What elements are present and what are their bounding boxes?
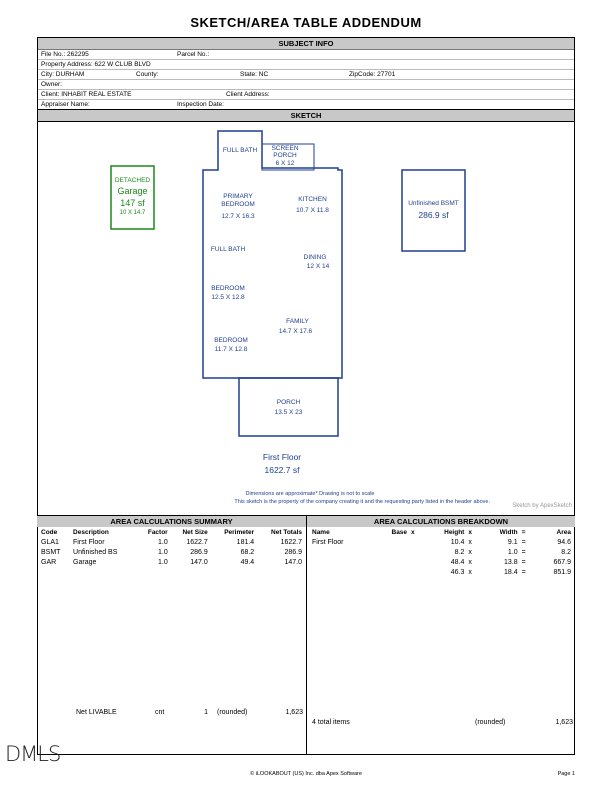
cell: BSMT (41, 548, 61, 556)
basement-label: Unfinished BSMT (408, 200, 459, 207)
garage-dim: 10 X 14.7 (119, 210, 146, 216)
col-width: Width (499, 528, 518, 536)
client: Client: INHABIT REAL ESTATE (41, 91, 132, 98)
cell: x (468, 548, 472, 556)
net-livable-value: 1,623 (285, 709, 303, 716)
cell: GAR (41, 558, 57, 566)
cell: 286.9 (284, 548, 302, 556)
cell: = (521, 548, 526, 556)
room-screen-porch-dim: 6 X 12 (275, 160, 295, 167)
room-bedroom-2-dim: 11.7 X 12.8 (214, 346, 248, 353)
cell: 10.4 (450, 538, 465, 546)
cell: 94.6 (557, 538, 571, 546)
cell: 46.3 (450, 568, 465, 576)
col-x1: x (411, 528, 415, 536)
cell: 181.4 (236, 538, 255, 546)
cell: 8.2 (454, 548, 465, 556)
garage-label-2: Garage (117, 186, 148, 196)
file-no: File No.: 262295 (41, 51, 89, 58)
col-x2: x (468, 528, 472, 536)
cell: 286.9 (190, 548, 208, 556)
col-name: Name (312, 528, 330, 536)
room-full-bath-mid: FULL BATH (210, 246, 246, 253)
cell: 49.4 (240, 558, 255, 566)
room-dining: DINING (303, 254, 327, 261)
client-address: Client Address: (226, 91, 270, 98)
cell: x (468, 568, 472, 576)
room-primary-bedroom-2: BEDROOM (221, 201, 255, 208)
cell: 1.0 (507, 548, 518, 556)
table-row (310, 567, 573, 577)
cell: 147.0 (190, 558, 208, 566)
summary-rounded: (rounded) (217, 709, 248, 716)
cell: = (521, 538, 526, 546)
summary-table (39, 527, 304, 567)
room-primary-bedroom-dim: 12.7 X 16.3 (221, 213, 255, 220)
state: State: NC (240, 71, 269, 78)
table-row (39, 537, 304, 547)
county: County: (136, 71, 159, 78)
city: City: DURHAM (41, 71, 85, 78)
floor-area: 1622.7 sf (264, 465, 300, 475)
cnt-value: 1 (204, 709, 208, 716)
cell: x (468, 538, 472, 546)
room-bedroom-1: BEDROOM (211, 285, 245, 292)
calc-vertical-divider (306, 515, 307, 755)
inspection-date: Inspection Date: (177, 101, 224, 108)
col-description: Description (73, 528, 109, 536)
breakdown-total: 1,623 (555, 719, 573, 726)
col-net-totals: Net Totals (271, 528, 302, 536)
room-bedroom-2: BEDROOM (214, 337, 248, 344)
cell: 851.9 (553, 568, 571, 576)
room-kitchen: KITCHEN (298, 196, 327, 203)
table-row (310, 547, 573, 557)
zip-code: ZipCode: 27701 (349, 71, 396, 78)
page-number: Page 1 (557, 771, 575, 777)
cell: 13.8 (504, 558, 518, 566)
porch-outline (239, 378, 338, 436)
room-kitchen-dim: 10.7 X 11.8 (296, 207, 329, 214)
room-porch-dim: 13.5 X 23 (274, 409, 303, 416)
net-livable-label: Net LIVABLE (76, 709, 117, 716)
cell: 1622.7 (186, 538, 208, 546)
garage-area: 147 sf (120, 198, 145, 208)
cell: 667.9 (553, 558, 571, 566)
basement-area: 286.9 sf (418, 210, 449, 220)
room-bedroom-1-dim: 12.5 X 12.8 (211, 294, 245, 301)
room-screen-porch-2: PORCH (273, 152, 297, 159)
breakdown-header: AREA CALCULATIONS BREAKDOWN (307, 516, 575, 527)
summary-header: AREA CALCULATIONS SUMMARY (37, 516, 306, 527)
cnt-label: cnt (155, 709, 165, 716)
col-height: Height (444, 528, 465, 536)
garage-label-1: DETACHED (114, 177, 151, 184)
room-primary-bedroom: PRIMARY (223, 193, 253, 200)
breakdown-table (310, 527, 573, 577)
sketch-credit: Sketch by ApexSketch (512, 503, 572, 509)
breakdown-header-row (310, 527, 573, 537)
sketch-header: SKETCH (38, 110, 574, 122)
summary-header-row (39, 527, 304, 537)
col-net-size: Net Size (182, 528, 208, 536)
page-title: SKETCH/AREA TABLE ADDENDUM (190, 15, 422, 30)
cell: GLA1 (41, 538, 59, 546)
table-row (39, 557, 304, 567)
cell: x (468, 558, 472, 566)
owner: Owner: (41, 81, 62, 88)
cell: = (521, 568, 526, 576)
cell: 18.4 (504, 568, 518, 576)
appraiser-name: Appraiser Name: (41, 101, 90, 108)
floor-label: First Floor (262, 452, 302, 462)
col-factor: Factor (147, 528, 168, 536)
room-dining-dim: 12 X 14 (306, 263, 330, 270)
col-code: Code (41, 528, 58, 536)
property-address: Property Address: 622 W CLUB BLVD (41, 61, 151, 68)
cell: 68.2 (240, 548, 255, 556)
room-family-dim: 14.7 X 17.6 (278, 328, 313, 335)
cell: = (521, 558, 526, 566)
cell: 1.0 (157, 538, 168, 546)
cell: 9.1 (507, 538, 518, 546)
cell: 147.0 (284, 558, 302, 566)
room-screen-porch: SCREEN (271, 145, 299, 152)
cell: 48.4 (450, 558, 465, 566)
room-porch: PORCH (276, 399, 301, 406)
total-items: 4 total items (312, 719, 350, 726)
parcel-no: Parcel No.: (177, 51, 210, 58)
cell: 1622.7 (280, 538, 302, 546)
table-row (39, 547, 304, 557)
cell: 1.0 (157, 558, 168, 566)
cell: Unfinished BS (73, 548, 118, 556)
col-perimeter: Perimeter (224, 528, 255, 536)
col-area: Area (556, 528, 571, 536)
cell: Garage (73, 558, 97, 566)
cell: First Floor (73, 538, 105, 546)
footer-copyright: © iLOOKABOUT (US) Inc. dba Apex Software (250, 771, 362, 777)
cell: First Floor (312, 538, 344, 546)
table-row (310, 557, 573, 567)
breakdown-rounded: (rounded) (475, 719, 506, 726)
cell: 1.0 (157, 548, 168, 556)
subject-info-header: SUBJECT INFO (38, 38, 574, 50)
room-family: FAMILY (286, 318, 309, 325)
col-eq: = (521, 528, 526, 536)
sketch-note-property: This sketch is the property of the company creating it and the requesting party listed in the header above. (234, 499, 490, 505)
table-row (310, 537, 573, 547)
dmls-logo: DMLS (5, 742, 61, 766)
sketch-note-dimensions: Dimensions are approximate* Drawing is not to scale (245, 491, 375, 497)
col-base: Base (391, 528, 408, 536)
cell: 8.2 (561, 548, 571, 556)
room-full-bath-top: FULL BATH (222, 147, 258, 154)
